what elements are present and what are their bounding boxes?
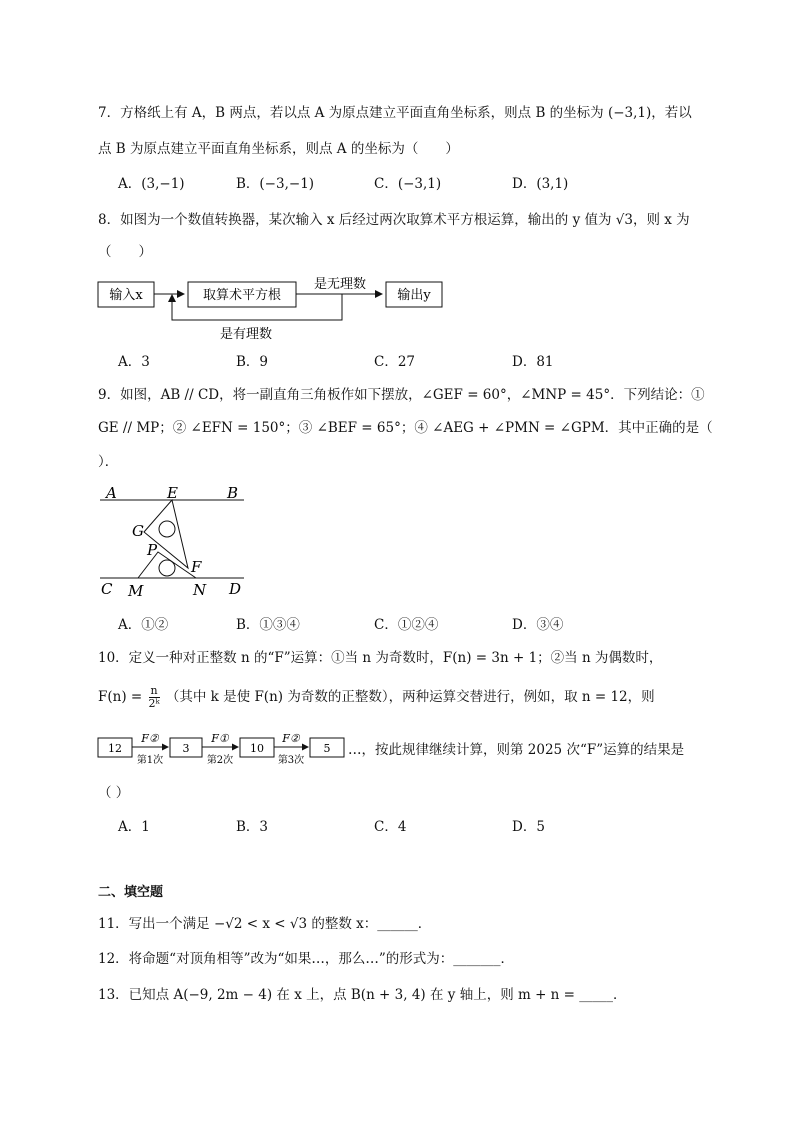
q7-option-c[interactable]: C．(−3,1): [374, 176, 442, 192]
q8-line1: 8．如图为一个数值转换器，某次输入 x 后经过两次取算术平方根运算，输出的 y 值为 √3，则 x 为: [98, 212, 690, 228]
q8-option-a[interactable]: A．3: [118, 354, 150, 370]
q9-option-a[interactable]: A．①②: [118, 617, 169, 633]
chain-step-3: 第3次: [277, 755, 305, 766]
q8-line2: （ ）: [98, 244, 152, 260]
q7-options: [118, 174, 718, 194]
label-a: A: [106, 484, 117, 502]
q10-fraction: [149, 685, 160, 710]
circle-lower: [159, 560, 175, 576]
q10-option-c[interactable]: C．4: [374, 819, 407, 835]
q10-fraction-numerator: n: [150, 684, 158, 697]
q8-option-d[interactable]: D．81: [512, 354, 554, 370]
chain-op-3: F②: [282, 732, 300, 745]
label-p: P: [147, 541, 158, 559]
q7-line2: 点 B 为原点建立平面直角坐标系，则点 A 的坐标为（ ）: [98, 141, 459, 157]
q9-line1: 9．如图，AB // CD，将一副直角三角板作如下摆放，∠GEF = 60°，∠MNP = 45°．下列结论：①: [98, 387, 705, 403]
label-e: E: [167, 484, 178, 502]
q7-option-d[interactable]: D．(3,1): [512, 176, 569, 192]
q10-option-b[interactable]: B．3: [236, 819, 269, 835]
q10-option-a[interactable]: A．1: [118, 819, 150, 835]
q9-options: [118, 615, 718, 635]
section-title-fill-blank: 二、填空题: [98, 885, 164, 900]
q10-line2: [98, 682, 655, 712]
chain-step-1: 第1次: [136, 755, 164, 766]
q13-text: 13．已知点 A(−9, 2m − 4) 在 x 上，点 B(n + 3, 4) 在 y 轴上，则 m + n = _____．: [98, 987, 627, 1003]
q10-fraction-denominator: 2ᵏ: [148, 697, 160, 710]
q9-line3: ）．: [98, 454, 119, 470]
q7-line1: 7．方格纸上有 A，B 两点，若以点 A 为原点建立平面直角坐标系，则点 B 的坐标为 (−3,1)，若以: [98, 105, 692, 121]
chain-value-4: 5: [323, 742, 331, 755]
q9-option-c[interactable]: C．①②④: [374, 617, 439, 633]
chain-step-2: 第2次: [206, 755, 234, 766]
q8-option-c[interactable]: C．27: [374, 354, 416, 370]
rational-label: 是有理数: [219, 327, 273, 342]
q8-option-b[interactable]: B．9: [236, 354, 269, 370]
q10-operation-chain: [96, 730, 376, 770]
q7-option-a[interactable]: A．(3,−1): [118, 176, 185, 192]
label-m: M: [128, 582, 144, 600]
q7-option-b[interactable]: B．(−3,−1): [236, 176, 315, 192]
q10-line3-tail: …，按此规律继续计算，则第 2025 次“F”运算的结果是: [348, 742, 685, 758]
chain-op-1: F②: [141, 732, 159, 745]
q12-text: 12．将命题“对顶角相等”改为“如果…，那么…”的形式为：_______．: [98, 951, 515, 967]
input-label: 输入x: [109, 288, 143, 303]
label-b: B: [227, 484, 239, 502]
label-f: F: [191, 558, 202, 576]
q8-flow-diagram: [96, 272, 456, 344]
process-label: 取算术平方根: [202, 288, 282, 303]
q9-line2: GE // MP；② ∠EFN = 150°；③ ∠BEF = 65°；④ ∠AEG + ∠PMN = ∠GPM．其中正确的是（: [98, 420, 713, 436]
q10-line2-text: （其中 k 是使 F(n) 为奇数的正整数），两种运算交替进行，例如，取 n = 12，则: [165, 689, 655, 705]
q10-line4: （ ）: [98, 785, 130, 801]
output-label: 输出y: [397, 288, 431, 303]
q10-line1: 10．定义一种对正整数 n 的“F”运算：①当 n 为奇数时，F(n) = 3n + 1；②当 n 为偶数时，: [98, 650, 663, 666]
label-d: D: [229, 580, 242, 598]
chain-value-2: 3: [182, 742, 190, 755]
label-g: G: [132, 522, 144, 540]
chain-op-2: F①: [211, 732, 229, 745]
label-n: N: [193, 581, 207, 599]
q10-formula-left: F(n) =: [98, 689, 143, 705]
q10-options: [118, 817, 718, 837]
q8-options: [118, 352, 718, 372]
label-c: C: [101, 580, 113, 598]
irrational-label: 是无理数: [313, 277, 367, 292]
q11-text: 11．写出一个满足 −√2 < x < √3 的整数 x：______．: [98, 916, 432, 932]
circle-upper: [159, 521, 175, 537]
chain-value-3: 10: [250, 742, 264, 755]
q9-option-b[interactable]: B．①③④: [236, 617, 300, 633]
q10-option-d[interactable]: D．5: [512, 819, 545, 835]
chain-value-1: 12: [108, 742, 122, 755]
q9-geometry-figure: [96, 480, 256, 602]
q9-option-d[interactable]: D．③④: [512, 617, 564, 633]
